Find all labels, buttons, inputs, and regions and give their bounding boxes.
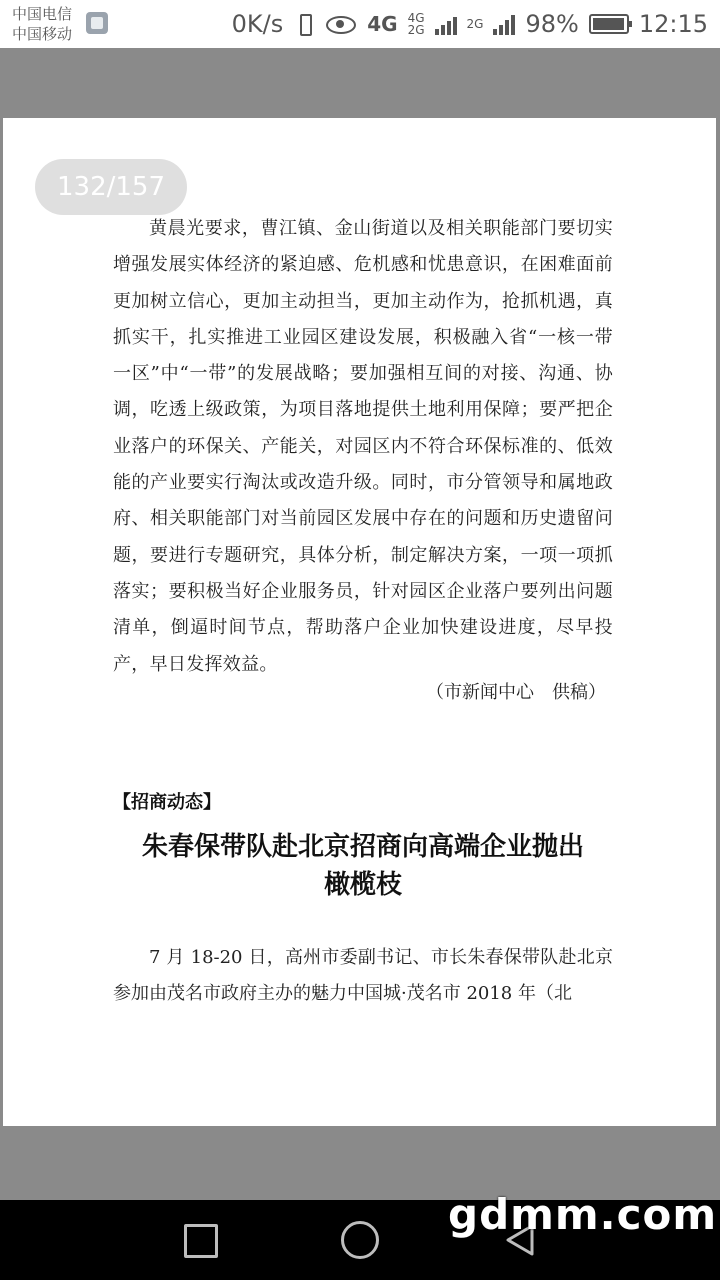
signal-icon bbox=[435, 13, 457, 35]
eye-comfort-icon bbox=[325, 15, 357, 33]
network-small-labels bbox=[408, 12, 425, 36]
net-speed: 0K/s bbox=[231, 10, 284, 38]
network-2g-label bbox=[467, 18, 484, 30]
carrier-2: 中国移动 bbox=[12, 25, 73, 43]
network-type-label: 4G bbox=[367, 12, 398, 36]
vibrate-icon bbox=[293, 13, 315, 35]
recent-apps-button[interactable] bbox=[180, 1220, 220, 1260]
paragraph-2: 7 月 18-20 日，高州市委副书记、市长朱春保带队赴北京参加由茂名市政府主办的魅力中国城·茂名市 2018 年（北 bbox=[113, 947, 613, 1004]
network-2g: 2G bbox=[466, 17, 484, 31]
gallery-icon bbox=[86, 12, 108, 34]
document-page[interactable] bbox=[3, 118, 716, 1126]
paragraph-1: 黄晨光要求，曹江镇、金山街道以及相关职能部门要切实增强发展实体经济的紧迫感、危机感和忧患意识，在困难面前更加树立信心，更加主动担当，更加主动作为，抢抓机遇，真抓实干，扎实推进工业园区建设发展，积极融入省“一核一带一区”中“一带”的发展战略；要加强相互间的对接、沟通、协调，吃透上级政策，为项目落地提供土地利用保障；要严把企业落户的环保关、产能关，对园区内不符合环保标准的、低效能的产业要实行淘汰或改造升级。同时，市分管领导和属地政府、相关职能部门对当前园区发展中存在的问题和历史遗留问题，要进行专题研究，具体分析，制定解决方案，一项一项抓落实；要积极当好企业服务员，针对园区企业落户要列出问题清单，倒逼时间节点，帮助落户企业加快建设进度，尽早投产，早日发挥效益。 bbox=[113, 218, 613, 675]
watermark: gdmm.com bbox=[448, 1190, 718, 1239]
headline-line-1: 朱春保带队赴北京招商向高端企业抛出 bbox=[141, 832, 584, 862]
carrier-1: 中国电信 bbox=[12, 5, 73, 23]
network-small-top: 4G bbox=[407, 11, 425, 25]
signal-icon-2 bbox=[493, 13, 515, 35]
page-counter: 132/157 bbox=[35, 159, 187, 215]
network-small-bottom: 2G bbox=[407, 23, 425, 37]
clock: 12:15 bbox=[638, 10, 708, 38]
byline: （市新闻中心 供稿） bbox=[426, 682, 606, 703]
battery-percent: 98% bbox=[525, 10, 579, 38]
home-button[interactable] bbox=[340, 1220, 380, 1260]
status-right-group bbox=[232, 6, 708, 42]
carrier-info bbox=[12, 4, 72, 44]
headline-line-2: 橄榄枝 bbox=[323, 870, 402, 900]
section-tag: 【招商动态】 bbox=[113, 792, 221, 813]
status-bar bbox=[0, 0, 720, 48]
article-headline bbox=[113, 828, 613, 904]
battery-icon bbox=[589, 14, 629, 34]
network-type bbox=[367, 12, 398, 36]
